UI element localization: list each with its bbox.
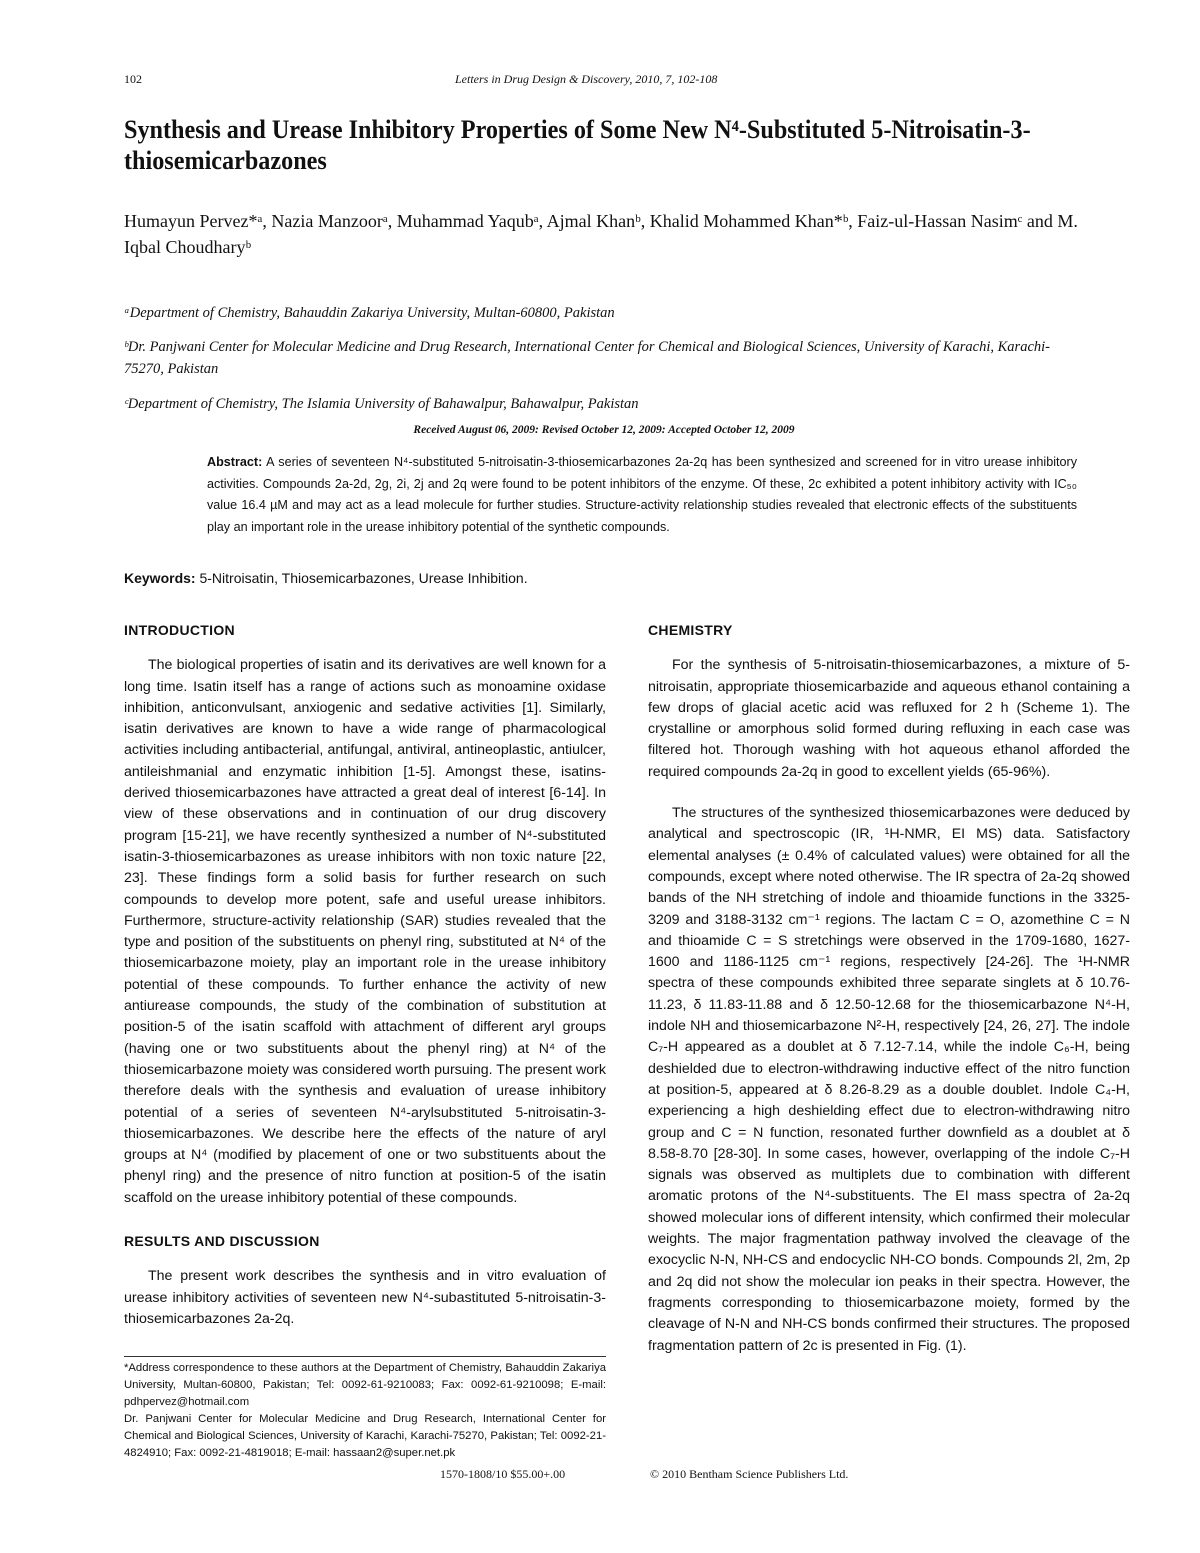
abstract-text: A series of seventeen N⁴-substituted 5-nitroisatin-3-thiosemicarbazones 2a-2q has been synthesized and screened for in vitro urease inhibitory activities. Compounds 2a-2d, 2g, 2i, 2j and 2q were found to be potent inhibitors of the enzyme. Of these, 2c exhibited a potent inhibitory activity with IC₅₀ value 16.4 µM and may act as a lead molecule for further studies. Structure-activity relationship studies revealed that electronic effects of the substituents play an important role in the urease inhibitory potential of the synthetic compounds. [207, 455, 1077, 534]
section-heading-results: RESULTS AND DISCUSSION [124, 1233, 320, 1250]
affiliation-b: ᵇDr. Panjwani Center for Molecular Medicine and Drug Research, International Center for Chemical and Biological Sciences, University of Karachi, Karachi-75270, Pakistan [124, 339, 1050, 377]
section-heading-chemistry: CHEMISTRY [648, 622, 733, 638]
abstract [207, 452, 1077, 538]
left-column [124, 620, 606, 1330]
keywords-label: Keywords: [124, 570, 196, 586]
keywords-text: 5-Nitroisatin, Thiosemicarbazones, Urease Inhibition. [199, 570, 528, 586]
affiliation-a: ᵃDepartment of Chemistry, Bahauddin Zakariya University, Multan-60800, Pakistan [124, 305, 615, 321]
introduction-paragraph: The biological properties of isatin and its derivatives are well known for a long time. Isatin itself has a range of actions such as monoamine oxidase inhibition, anticonvulsant, anxiogenic and sedative activities [1]. Similarly, isatin derivatives are known to have a wide range of pharmacological activities including antibacterial, antifungal, antiviral, antineoplastic, antiulcer, antileishmanial and enzymatic inhibition [1-5]. Amongst these, isatins-derived thiosemicarbazones have attracted a great deal of interest [6-14]. In view of these observations and in continuation of our drug discovery program [15-21], we have recently synthesized a number of N⁴-substituted isatin-3-thiosemicarbazones as urease inhibitors with non toxic nature [22, 23]. These findings form a solid basis for further research on such compounds to develop more potent, safe and useful urease inhibitors. Furthermore, structure-activity relationship (SAR) studies revealed that the type and position of the substituents on phenyl ring, substituted at N⁴ of the thiosemicarbazone moiety, play an important role in the urease inhibitory potential of these compounds. To further enhance the activity of new antiurease compounds, the study of the combination of substitution at position-5 of the isatin scaffold with attachment of different aryl groups (having one or two substituents about the phenyl ring) at N⁴ of the thiosemicarbazone moiety was considered worth pursuing. The present work therefore deals with the synthesis and evaluation of urease inhibitory potential of a series of seventeen N⁴-arylsubstituted 5-nitroisatin-3-thiosemicarbazones. We describe here the effects of the nature of aryl groups at N⁴ (modified by placement of one or two substituents about the phenyl ring) and the presence of nitro function at position-5 of the isatin scaffold on the urease inhibitory potential of these compounds. [124, 657, 606, 1206]
footnote-address: Dr. Panjwani Center for Molecular Medicine and Drug Research, International Center for Chemical and Biological Sciences, University of Karachi, Karachi-75270, Pakistan; Tel: 0092-21-4824910; Fax: 0092-21-4819018; E-mail: hassaan2@super.net.pk [124, 1413, 606, 1459]
affiliation-c: ᶜDepartment of Chemistry, The Islamia University of Bahawalpur, Bahawalpur, Pakistan [124, 396, 639, 412]
paper-title: Synthesis and Urease Inhibitory Properties of Some New N⁴-Substituted 5-Nitroisatin-3-thiosemicarbazones [124, 115, 1031, 175]
copyright: © 2010 Bentham Science Publishers Ltd. [650, 1467, 849, 1481]
footnotes [124, 1360, 606, 1462]
footnote-divider [124, 1356, 606, 1357]
issn-price: 1570-1808/10 $55.00+.00 [440, 1467, 566, 1481]
journal-citation: Letters in Drug Design & Discovery, 2010, 7, 102-108 [455, 72, 718, 86]
abstract-label: Abstract: [207, 455, 263, 469]
chemistry-paragraph: The structures of the synthesized thiosemicarbazones were deduced by analytical and spectroscopic (IR, ¹H-NMR, EI MS) data. Satisfactory elemental analyses (± 0.4% of calculated values) were obtained for all the compounds, except where noted otherwise. The IR spectra of 2a-2q showed bands of the NH stretching of indole and thioamide functions in the 3325-3209 and 3188-3132 cm⁻¹ regions. The lactam C = O, azomethine C = N and thioamide C = S stretchings were observed in the 1709-1680, 1627-1600 and 1186-1125 cm⁻¹ regions, respectively [24-26]. The ¹H-NMR spectra of these compounds exhibited three separate singlets at δ 10.76-11.23, δ 11.83-11.88 and δ 12.50-12.68 for the thiosemicarbazone N⁴-H, indole NH and thiosemicarbazone N²-H, respectively [24, 26, 27]. The indole C₇-H appeared as a doublet at δ 7.12-7.14, while the indole C₆-H, being deshielded due to electron-withdrawing inductive effect of the nitro function at position-5, appeared at δ 8.26-8.29 as a double doublet. Indole C₄-H, experiencing a high deshielding effect due to electron-withdrawing nitro group and C = N function, resonated further downfield as a doublet at δ 8.58-8.70 [28-30]. In some cases, however, overlapping of the indole C₇-H signals was observed as multiplets due to combination with different aromatic protons of the N⁴-substituents. The EI mass spectra of 2a-2q showed molecular ions of different intensity, which confirmed their molecular weights. The major fragmentation pathway involved the cleavage of the exocyclic N-N, NH-CS and endocyclic NH-CO bonds. Compounds 2l, 2m, 2p and 2q did not show the molecular ion peaks in their spectra. However, the fragments corresponding to thiosemicarbazone moiety, formed by the cleavage of N-N and NH-CS bonds confirmed their structures. The proposed fragmentation pattern of 2c is presented in Fig. (1). [648, 805, 1130, 1354]
right-column [648, 620, 1130, 1357]
keywords [124, 570, 528, 586]
footnote-correspondence: *Address correspondence to these authors at the Department of Chemistry, Bahauddin Zakariya University, Multan-60800, Pakistan; Tel: 0092-61-9210083; Fax: 0092-61-9210098; E-mail: pdhpervez@hotmail.com [124, 1362, 606, 1408]
section-heading-introduction: INTRODUCTION [124, 622, 235, 638]
author-list: Humayun Pervez*ᵃ, Nazia Manzoorᵃ, Muhammad Yaqubᵃ, Ajmal Khanᵇ, Khalid Mohammed Khan*ᵇ, Faiz-ul-Hassan Nasimᶜ and M. Iqbal Choudharyᵇ [124, 211, 1078, 257]
chemistry-paragraph: For the synthesis of 5-nitroisatin-thiosemicarbazones, a mixture of 5-nitroisatin, appropriate thiosemicarbazide and aqueous ethanol containing a few drops of glacial acetic acid was refluxed for 2 h (Scheme 1). The crystalline or amorphous solid formed during refluxing in each case was filtered hot. Thorough washing with hot aqueous ethanol afforded the required compounds 2a-2q in good to excellent yields (65-96%). [648, 657, 1130, 780]
results-paragraph: The present work describes the synthesis and in vitro evaluation of urease inhibitory activities of seventeen new N⁴-subastituted 5-nitroisatin-3-thiosemicarbazones 2a-2q. [124, 1268, 606, 1327]
received-dates: Received August 06, 2009: Revised October 12, 2009: Accepted October 12, 2009 [413, 424, 795, 436]
page-number: 102 [124, 72, 142, 86]
